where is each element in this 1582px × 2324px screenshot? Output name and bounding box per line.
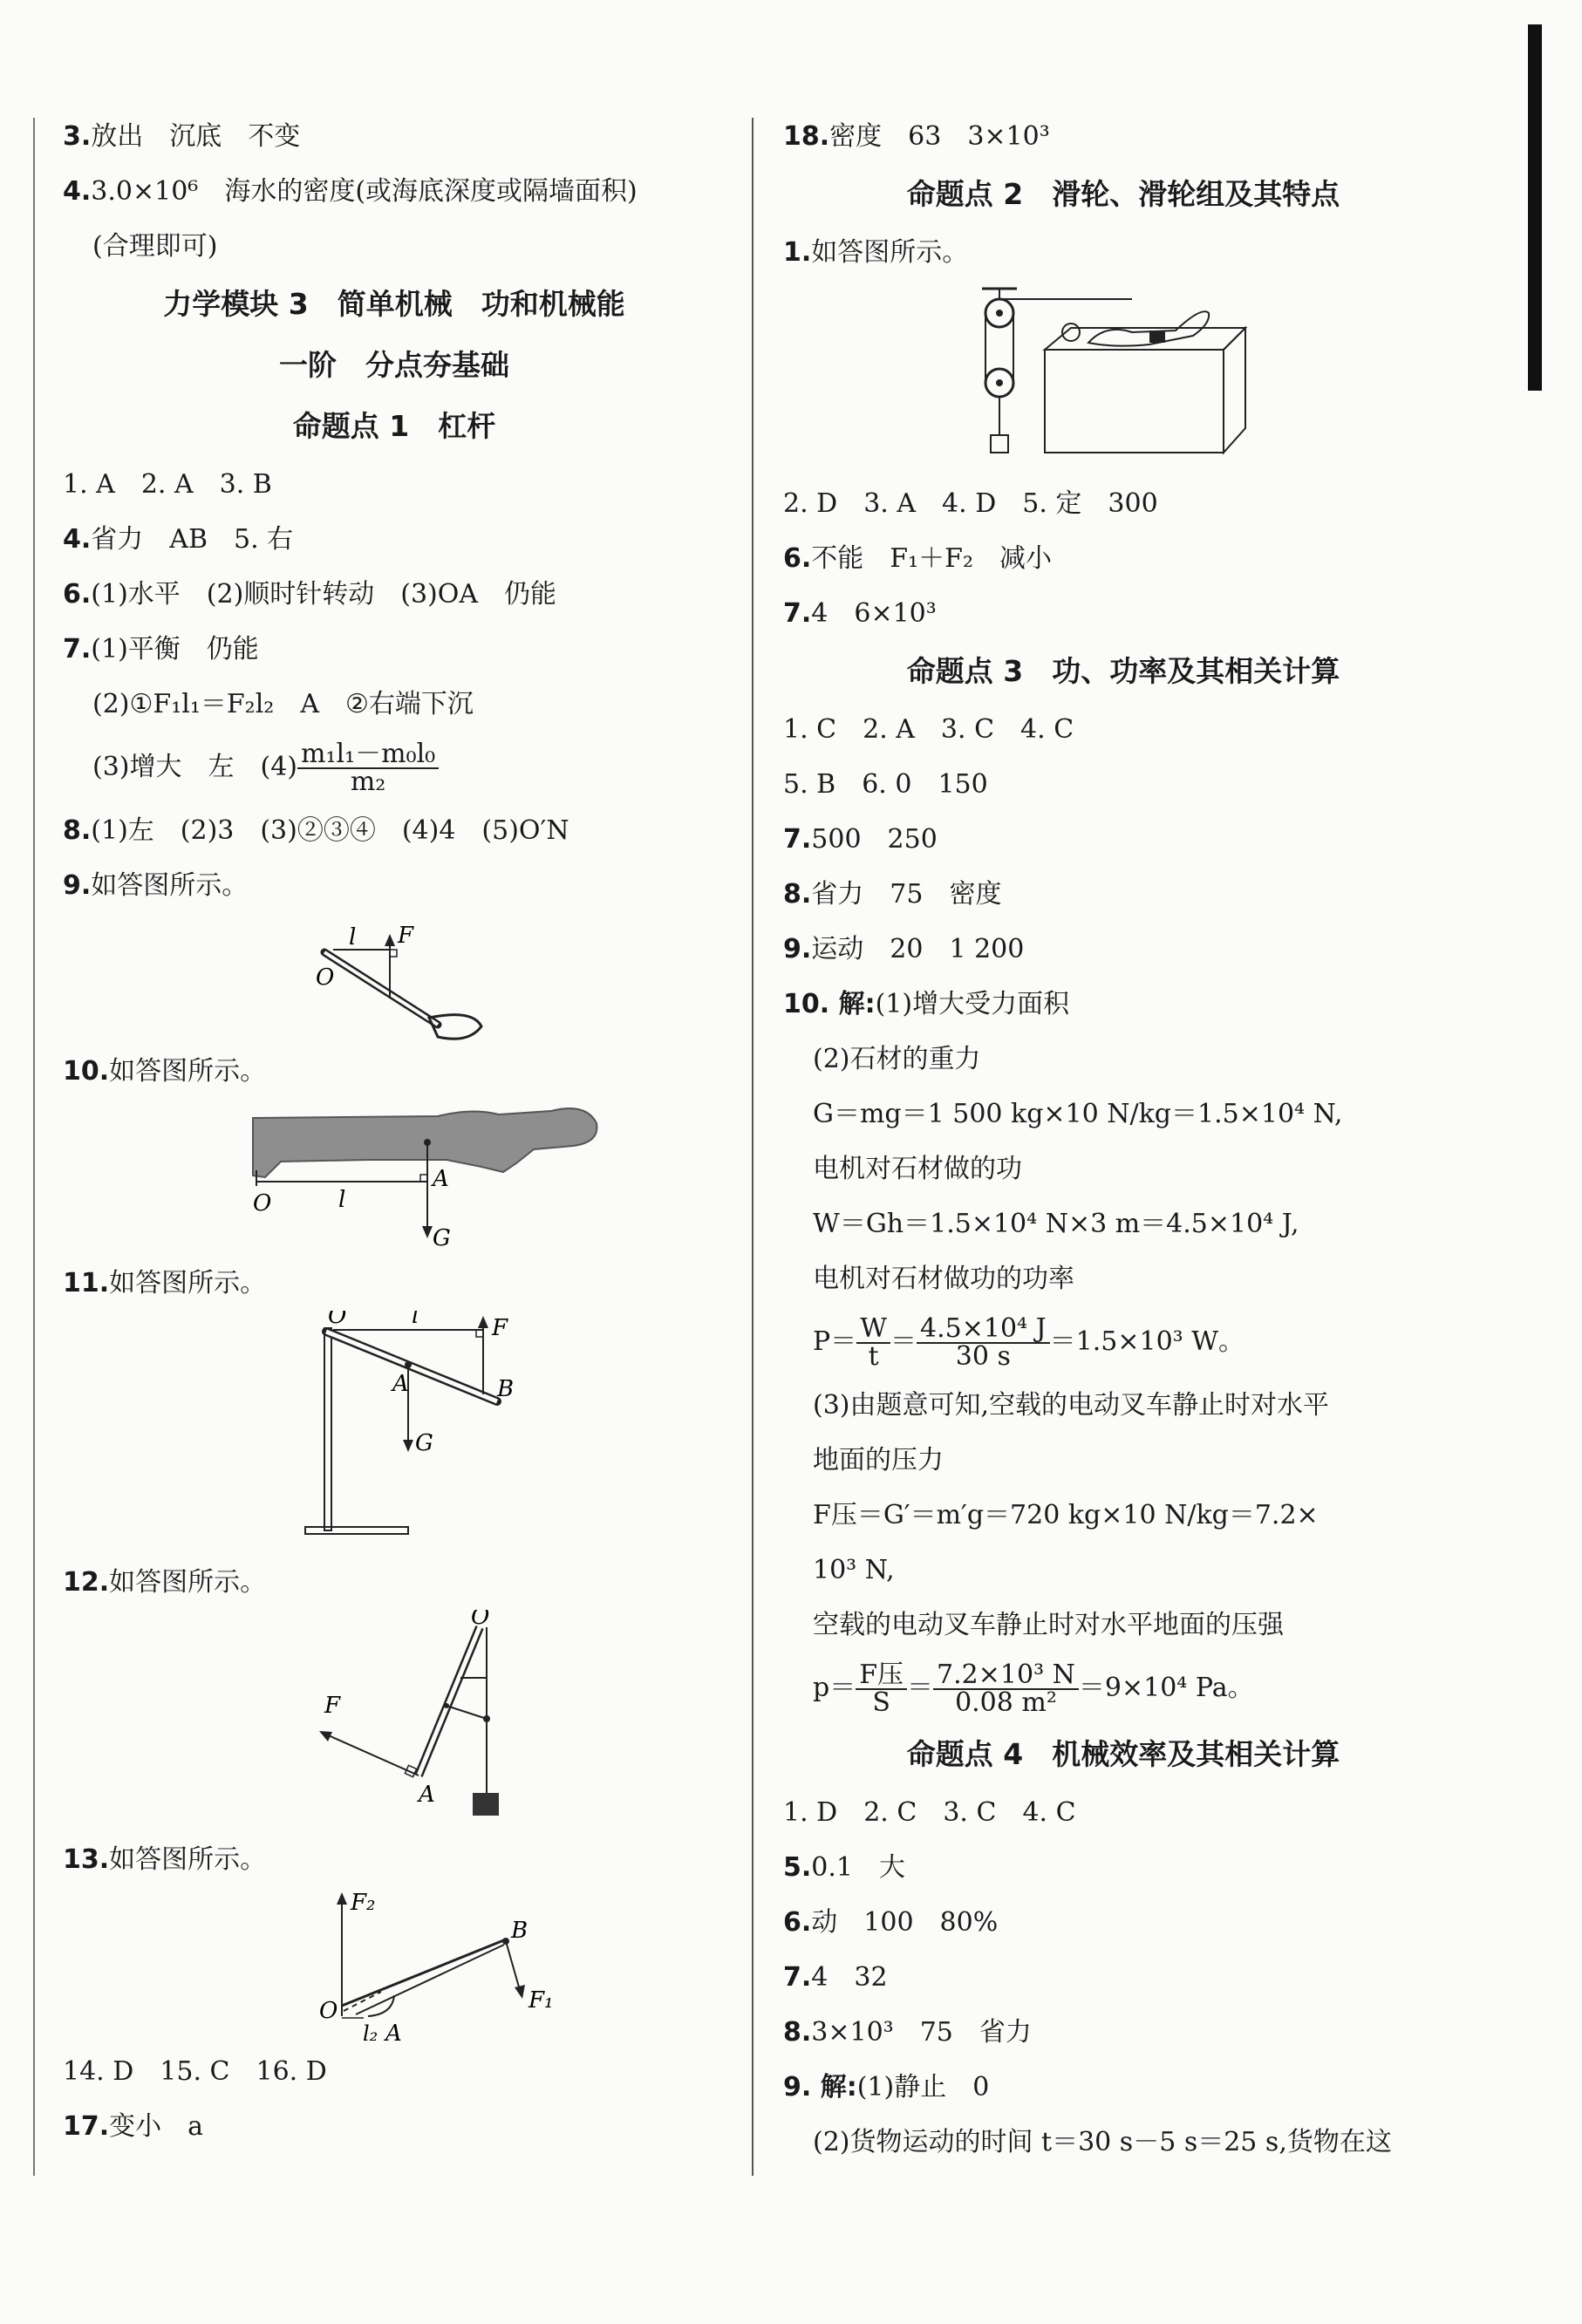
answer-line: 7.500 250 bbox=[783, 824, 938, 855]
answer-line: 3.放出 沉底 不变 bbox=[63, 121, 301, 152]
figure-pulley-diagram bbox=[783, 280, 1463, 476]
answer-line: 1. C 2. A 3. C 4. C bbox=[783, 714, 1074, 745]
answer-line: 6.不能 F₁＋F₂ 减小 bbox=[783, 543, 1052, 574]
answer-line: 6.(1)水平 (2)顺时针转动 (3)OA 仍能 bbox=[63, 579, 557, 610]
right-column bbox=[783, 109, 1463, 2170]
answer-line: 10.如答图所示。 bbox=[63, 1056, 267, 1087]
answer-line: 14. D 15. C 16. D bbox=[63, 2056, 327, 2087]
label-O: O bbox=[253, 1190, 272, 1217]
answer-line: (2)石材的重力 bbox=[813, 1044, 981, 1074]
label-A: A bbox=[385, 2021, 402, 2044]
label-F2: F₂ bbox=[351, 1890, 376, 1916]
label-B: B bbox=[511, 1918, 528, 1944]
answer-line: 9. 解:(1)静止 0 bbox=[783, 2072, 990, 2103]
left-column bbox=[63, 109, 726, 2154]
label-l2: l₂ bbox=[363, 2021, 378, 2044]
answer-line: (3)增大 左 (4) $\frac{\text{m₁l₁－m₀l₀}}{\text{m₂}}$ bbox=[63, 732, 726, 803]
answer-line: 5. B 6. 0 150 bbox=[783, 769, 988, 800]
column-divider bbox=[752, 118, 753, 2176]
answer-line: 11.如答图所示。 bbox=[63, 1268, 267, 1298]
label-A: A bbox=[392, 1371, 409, 1397]
page-edge-bar bbox=[1528, 24, 1542, 391]
topic-heading-3: 命题点 3 功、功率及其相关计算 bbox=[906, 654, 1340, 688]
answer-line: 9.如答图所示。 bbox=[63, 870, 249, 901]
answer-line: 10³ N, bbox=[813, 1555, 895, 1585]
label-G: G bbox=[415, 1430, 433, 1456]
figure-11-stand bbox=[63, 1311, 726, 1555]
fraction: $\frac{W}{t}$ bbox=[856, 1316, 890, 1370]
answer-line: 7.(1)平衡 仍能 bbox=[63, 634, 259, 664]
figure-pulley bbox=[783, 280, 1463, 476]
label-F1: F₁ bbox=[528, 1987, 554, 2014]
answer-line: (合理即可) bbox=[92, 231, 218, 262]
answer-line: 4.3.0×10⁶ 海水的密度(或海底深度或隔墙面积) bbox=[63, 176, 638, 207]
label-l: l bbox=[349, 924, 357, 951]
figure-12-crane bbox=[63, 1610, 726, 1832]
left-margin-rule bbox=[33, 118, 35, 2176]
answer-line: P＝ $\frac{W}{t}$ ＝ $\frac{\text{4.5×10⁴ J}}{30 s}$ ＝1.5×10³ W。 bbox=[813, 1313, 1245, 1372]
label-A: A bbox=[419, 1782, 435, 1808]
answer-line: 17.变小 a bbox=[63, 2111, 204, 2142]
answer-line: 7.4 6×10³ bbox=[783, 598, 937, 629]
module-heading: 力学模块 3 简单机械 功和机械能 bbox=[163, 287, 625, 321]
answer-line: F压＝G′＝m′g＝720 kg×10 N/kg＝7.2× bbox=[813, 1500, 1319, 1530]
label-O: O bbox=[319, 1998, 338, 2024]
stage-heading: 一阶 分点夯基础 bbox=[279, 348, 509, 382]
answer-line: 5.0.1 大 bbox=[783, 1852, 905, 1883]
answer-line: 电机对石材做功的功率 bbox=[813, 1264, 1074, 1294]
label-F: F bbox=[398, 923, 414, 949]
topic-heading-1: 命题点 1 杠杆 bbox=[292, 409, 496, 443]
answer-line: 10. 解:(1)增大受力面积 bbox=[783, 989, 1070, 1019]
answer-line: 1. D 2. C 3. C 4. C bbox=[783, 1797, 1076, 1828]
label-l: l bbox=[412, 1311, 419, 1329]
fraction: $\frac{\text{F压}}{S}$ bbox=[856, 1662, 907, 1716]
figure-13-diagram bbox=[63, 1887, 726, 2044]
label-F: F bbox=[324, 1693, 341, 1719]
figure-10-diagram bbox=[63, 1099, 726, 1256]
label-l: l bbox=[338, 1187, 346, 1213]
answer-line: 9.运动 20 1 200 bbox=[783, 934, 1025, 964]
answer-line: 12.如答图所示。 bbox=[63, 1567, 267, 1598]
answer-line: 8.省力 75 密度 bbox=[783, 879, 1002, 910]
answer-line: 8.(1)左 (2)3 (3)②③④ (4)4 (5)O′N bbox=[63, 815, 569, 846]
answer-line: (2)货物运动的时间 t＝30 s－5 s＝25 s,货物在这 bbox=[813, 2127, 1392, 2157]
answer-line: 4.省力 AB 5. 右 bbox=[63, 524, 294, 555]
fraction: $\frac{\text{4.5×10⁴ J}}{30 s}$ bbox=[917, 1316, 1050, 1370]
topic-heading-4: 命题点 4 机械效率及其相关计算 bbox=[906, 1737, 1340, 1771]
answer-line: 地面的压力 bbox=[813, 1445, 944, 1476]
answer-line: 1.如答图所示。 bbox=[783, 237, 969, 268]
label-O: O bbox=[328, 1311, 347, 1329]
answer-line: 18.密度 63 3×10³ bbox=[783, 121, 1050, 152]
figure-13-lever bbox=[63, 1887, 726, 2044]
answer-line: (2)①F₁l₁＝F₂l₂ A ②右端下沉 bbox=[92, 689, 474, 719]
figure-9-shovel bbox=[63, 913, 726, 1044]
answer-line: 8.3×10³ 75 省力 bbox=[783, 2017, 1032, 2048]
answer-line: 7.4 32 bbox=[783, 1962, 888, 1993]
figure-11-diagram bbox=[63, 1311, 726, 1555]
answer-line: W＝Gh＝1.5×10⁴ N×3 m＝4.5×10⁴ J, bbox=[813, 1209, 1299, 1239]
answer-line: 13.如答图所示。 bbox=[63, 1844, 267, 1875]
label-G: G bbox=[433, 1225, 451, 1251]
answer-line: 电机对石材做的功 bbox=[813, 1154, 1022, 1184]
answer-line: 空载的电动叉车静止时对水平地面的压强 bbox=[813, 1610, 1284, 1640]
figure-12-diagram bbox=[63, 1610, 726, 1832]
figure-10-plank bbox=[63, 1099, 726, 1256]
label-B: B bbox=[497, 1376, 515, 1402]
label-O: O bbox=[316, 964, 335, 991]
answer-line: 1. A 2. A 3. B bbox=[63, 469, 272, 500]
label-O: O bbox=[471, 1610, 490, 1630]
topic-heading-2: 命题点 2 滑轮、滑轮组及其特点 bbox=[906, 177, 1340, 211]
answer-line: G＝mg＝1 500 kg×10 N/kg＝1.5×10⁴ N, bbox=[813, 1099, 1343, 1129]
fraction: $\frac{\text{m₁l₁－m₀l₀}}{\text{m₂}}$ bbox=[297, 741, 439, 795]
answer-line: 2. D 3. A 4. D 5. 定 300 bbox=[783, 488, 1158, 519]
label-A: A bbox=[433, 1166, 449, 1192]
answer-line: (3)由题意可知,空载的电动叉车静止时对水平 bbox=[813, 1390, 1330, 1421]
label-F: F bbox=[492, 1315, 508, 1341]
answer-line: p＝ $\frac{\text{F压}}{S}$ ＝ $\frac{\text{7.2×10³ N}}{\text{0.08 m²}}$ ＝9×10⁴ Pa。 bbox=[813, 1660, 1254, 1718]
answer-line: 6.动 100 80% bbox=[783, 1907, 999, 1938]
fraction: $\frac{\text{7.2×10³ N}}{\text{0.08 m²}}$ bbox=[933, 1662, 1079, 1716]
figure-9-diagram bbox=[63, 913, 726, 1044]
